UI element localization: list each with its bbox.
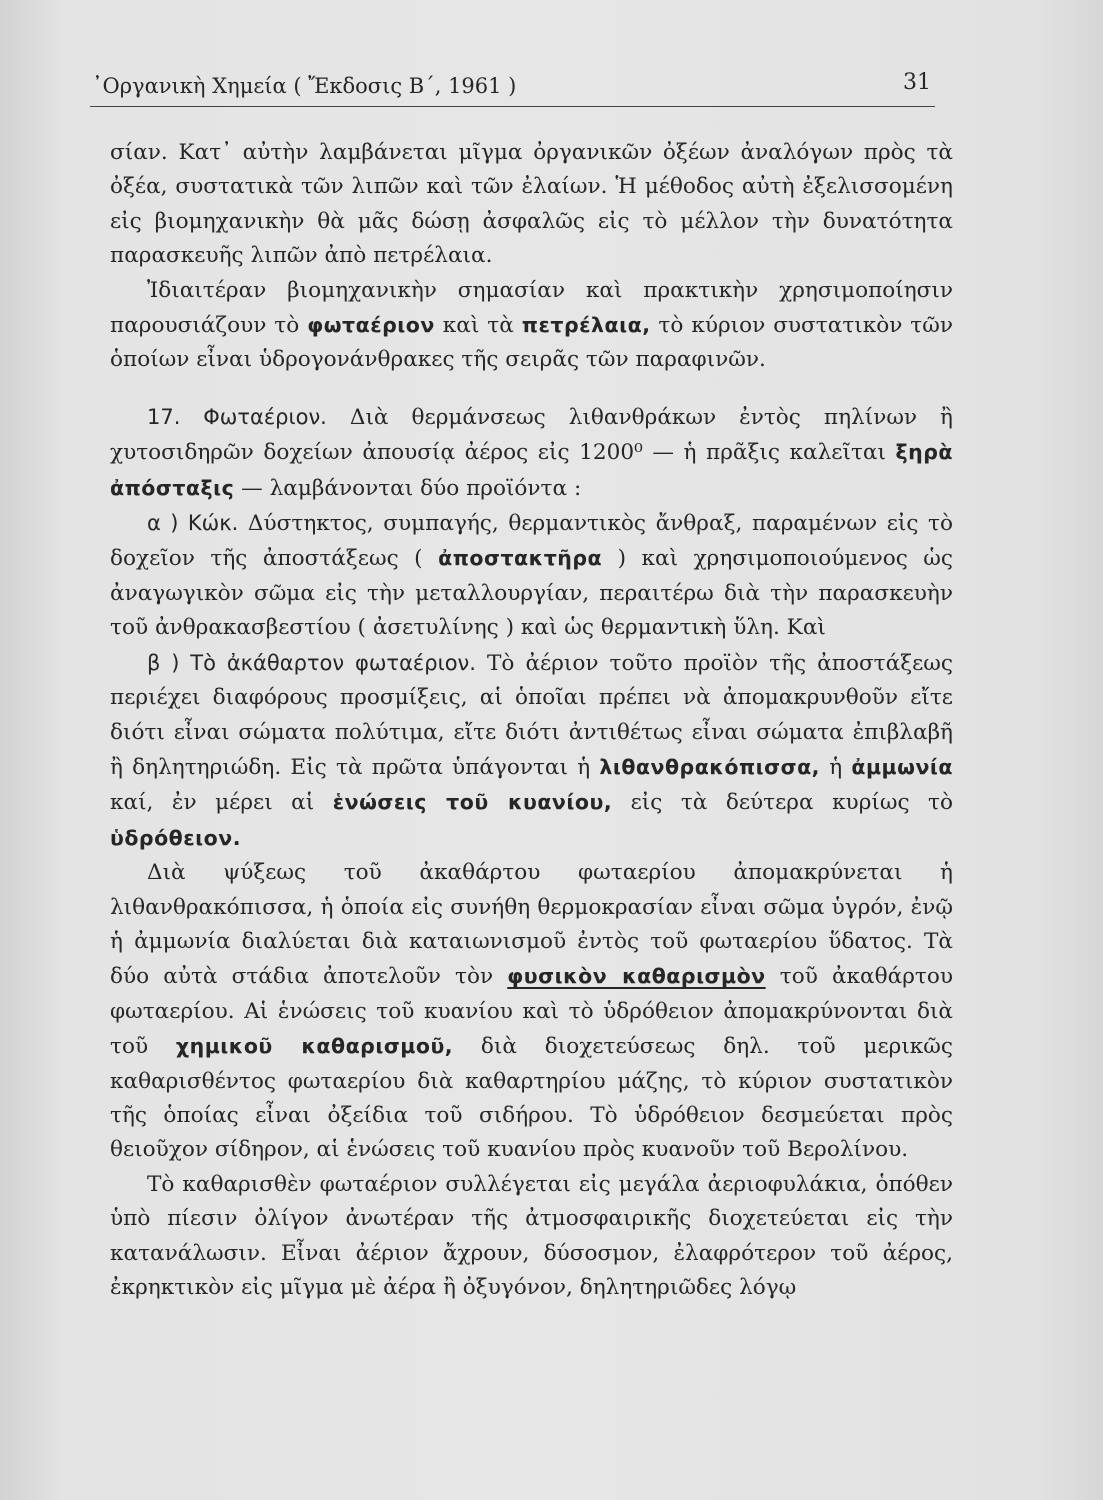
bold-term: ἀμμωνία [851, 754, 953, 779]
paragraph: Διὰ ψύξεως τοῦ ἀκαθάρτου φωταερίου ἀπομακρύνεται ἡ λιθανθρακόπισσα, ἡ ὁποία εἰς συνήθη θερμοκρασίαν εἶναι σῶμα ὑγρόν, ἐνῷ ἡ ἀμμωνία διαλύεται διὰ καταιωνισμοῦ ἐντὸς τοῦ φωταερίου ὕδατος. Τὰ δύο αὐτὰ στάδια ἀποτελοῦν τὸν φυσικὸν καθαρισμὸν τοῦ ἀκαθάρτου φωταερίου. Αἱ ἑνώσεις τοῦ κυανίου καὶ τὸ ὑδρόθειον ἀπομακρύνονται διὰ τοῦ χημικοῦ καθαρισμοῦ, διὰ διοχετεύσεως δηλ. τοῦ μερικῶς καθαρισθέντος φωταερίου διὰ καθαρτηρίου μάζης, τὸ κύριον συστατικὸν τῆς ὁποίας εἶναι ὀξείδια τοῦ σιδήρου. Τὸ ὑδρόθειον δεσμεύεται πρὸς θειοῦχον σίδηρον, αἱ ἑνώσεις τοῦ κυανίου πρὸς κυανοῦν τοῦ Βερολίνου. [110, 860, 953, 1163]
bold-term: πετρέλαια, [521, 313, 651, 338]
bold-term: λιθανθρακόπισσα, [599, 754, 820, 779]
bold-term: ξηρὰ ἀπόσταξις [110, 440, 953, 500]
bold-underlined-term: φυσικὸν καθαρισμὸν [507, 964, 766, 989]
item-label: β ) Τὸ ἀκάθαρτον φωταέριον. [147, 650, 476, 675]
page-number: 31 [903, 70, 931, 95]
bold-term: ὑδρόθειον. [110, 825, 242, 850]
running-title: ᾿Οργανικὴ Χημεία ( Ἔκδοσις Β΄, 1961 ) [92, 74, 517, 98]
bold-term: ἀποστακτῆρα [438, 546, 603, 571]
bold-term: χημικοῦ καθαρισμοῦ, [175, 1034, 454, 1059]
item-label: α ) Κώκ. [147, 511, 239, 536]
paragraph: α ) Κώκ. Δύστηκτος, συμπαγής, θερμαντικὸς ἄνθραξ, παραμένων εἰς τὸ δοχεῖον τῆς ἀποστάξεως ( ἀποστακτῆρα ) καὶ χρησιμοποιούμενος ὡς ἀναγωγικὸν σῶμα εἰς τὴν μεταλλουργίαν, περαιτέρω διὰ τὴν παρασκευὴν τοῦ ἀνθρακασβεστίου ( ἀσετυλίνης ) καὶ ὡς θερμαντικὴ ὕλη. Καὶ [110, 511, 953, 641]
paragraph: Ἰδιαιτέραν βιομηχανικὴν σημασίαν καὶ πρακτικὴν χρησιμοποίησιν παρουσιάζουν τὸ φωταέριον καὶ τὰ πετρέλαια, τὸ κύριον συστατικὸν τῶν ὁποίων εἶναι ὑδρογονάνθρακες τῆς σειρᾶς τῶν παραφινῶν. [110, 277, 953, 373]
body-text [110, 136, 953, 1305]
paragraph: σίαν. Κατ᾿ αὐτὴν λαμβάνεται μῖγμα ὀργανικῶν ὀξέων ἀναλόγων πρὸς τὰ ὀξέα, συστατικὰ τῶν λιπῶν καὶ τῶν ἐλαίων. Ἡ μέθοδος αὐτὴ ἐξελισσομένη εἰς βιομηχανικὴν θὰ μᾶς δώσῃ ἀσφαλῶς εἰς τὸ μέλλον τὴν δυνατότητα παρασκευῆς λιπῶν ἀπὸ πετρέλαια. [110, 140, 953, 269]
running-header [90, 66, 935, 107]
section-paragraph: 17. Φωταέριον. Διὰ θερμάνσεως λιθανθράκων ἐντὸς πηλίνων ἢ χυτοσιδηρῶν δοχείων ἀπουσίᾳ ἀέρος εἰς 1200⁰ — ἡ πρᾶξις καλεῖται ξηρὰ ἀπόσταξις — λαμβάνονται δύο προϊόντα : [110, 404, 953, 501]
bold-term: ἑνώσεις τοῦ κυανίου, [332, 790, 613, 815]
section-heading: 17. Φωταέριον. [147, 404, 327, 429]
bold-term: φωταέριον [307, 313, 435, 338]
paragraph: β ) Τὸ ἀκάθαρτον φωταέριον. Τὸ ἀέριον τοῦτο προϊὸν τῆς ἀποστάξεως περιέχει διαφόρους προσμίξεις, αἱ ὁποῖαι πρέπει νὰ ἀπομακρυνθοῦν εἴτε διότι εἶναι σώματα πολύτιμα, εἴτε διότι ἀντιθέτως εἶναι σώματα ἐπιβλαβῆ ἢ δηλητηριώδη. Εἰς τὰ πρῶτα ὑπάγονται ἡ λιθανθρακόπισσα, ἡ ἀμμωνία καί, ἐν μέρει αἱ ἑνώσεις τοῦ κυανίου, εἰς τὰ δεύτερα κυρίως τὸ ὑδρόθειον. [110, 650, 953, 850]
paragraph: Τὸ καθαρισθὲν φωταέριον συλλέγεται εἰς μεγάλα ἀεριοφυλάκια, ὁπόθεν ὑπὸ πίεσιν ὀλίγον ἀνωτέραν τῆς ἀτμοσφαιρικῆς διοχετεύεται εἰς τὴν κατανάλωσιν. Εἶναι ἀέριον ἄχρουν, δύσοσμον, ἐλαφρότερον τοῦ ἀέρος, ἐκρηκτικὸν εἰς μῖγμα μὲ ἀέρα ἢ ὀξυγόνον, δηλητηριῶδες λόγῳ [110, 1171, 953, 1300]
